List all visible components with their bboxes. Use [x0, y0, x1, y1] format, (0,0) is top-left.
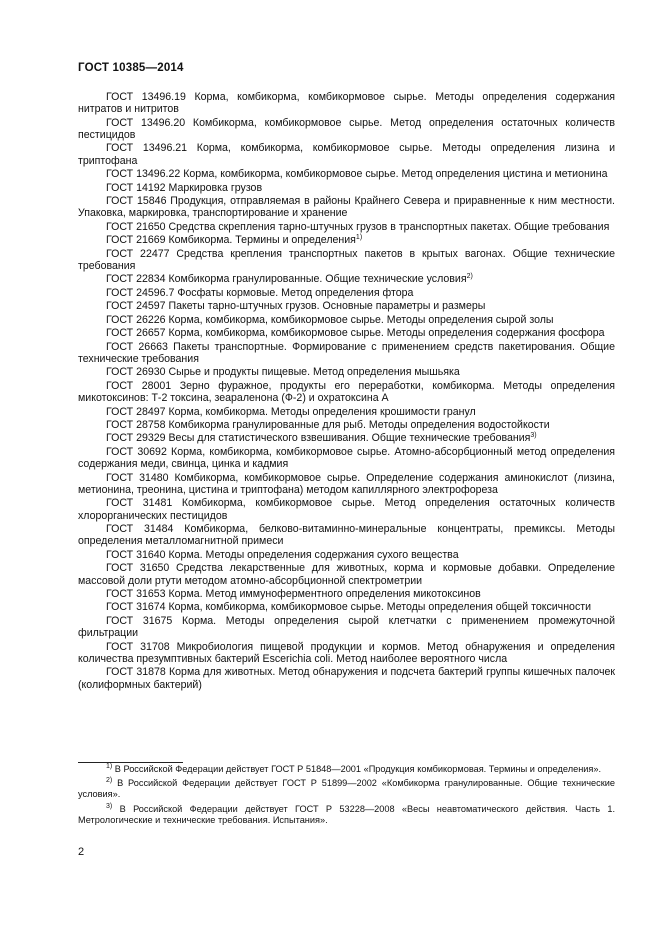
footnote-number: 1) [106, 763, 113, 770]
reference-item: ГОСТ 22477 Средства крепления транспортных пакетов в крытых вагонах. Общие технические требования [78, 247, 615, 272]
footnote-divider [78, 762, 183, 763]
footnote-mark[interactable]: 2) [466, 273, 473, 281]
reference-item: ГОСТ 14192 Маркировка грузов [106, 181, 263, 194]
reference-item: ГОСТ 13496.20 Комбикорма, комбикормовое сырье. Метод определения остаточных количеств пестицидов [78, 116, 615, 142]
reference-item: ГОСТ 31481 Комбикорма, комбикормовое сырье. Метод определения остаточных количеств хлорорганических пестицидов [78, 497, 615, 522]
reference-item: ГОСТ 21650 Средства скрепления тарно-штучных грузов в транспортных пакетах. Общие требования [106, 220, 610, 233]
reference-item: ГОСТ 13496.21 Корма, комбикорма, комбикормовое сырье. Методы определения лизина и триптофана [78, 142, 615, 167]
reference-item: ГОСТ 26657 Корма, комбикорма, комбикормовое сырье. Методы определения содержания фосфора [106, 327, 605, 340]
reference-item [78, 432, 615, 444]
reference-item: ГОСТ 31708 Микробиология пищевой продукции и кормов. Метод обнаружения и определения количества презумптивных бактерий Escerichia coli. Метод наиболее вероятного числа [78, 640, 615, 665]
reference-item: ГОСТ 26663 Пакеты транспортные. Формирование с применением средств пакетирования. Общие технические требования [78, 340, 615, 365]
reference-item: ГОСТ 31878 Корма для животных. Метод обнаружения и подсчета бактерий группы кишечных палочек (колиформных бактерий) [78, 666, 615, 691]
reference-item: ГОСТ 15846 Продукция, отправляемая в районы Крайнего Севера и приравненные к ним местности. Упаковка, маркировка, транспортирование и хранение [78, 195, 615, 220]
reference-item: ГОСТ 31674 Корма, комбикорма, комбикормовое сырье. Методы определения общей токсичности [106, 601, 592, 614]
reference-item: ГОСТ 13496.22 Корма, комбикорма, комбикормовое сырье. Метод определения цистина и метионина [106, 168, 608, 181]
reference-item: ГОСТ 31480 Комбикорма, комбикормовое сырье. Определение содержания аминокислот (лизина, метионина, треонина, цистина и триптофана) методом капиллярного электрофореза [78, 471, 615, 496]
page-number: 2 [78, 846, 85, 858]
reference-item: ГОСТ 31484 Комбикорма, белково-витаминно-минеральные концентраты, премиксы. Методы определения металломагнитной примеси [78, 523, 615, 548]
footnote-number: 3) [106, 802, 113, 810]
reference-item [78, 273, 615, 285]
reference-item: ГОСТ 31640 Корма. Методы определения содержания сухого вещества [106, 548, 459, 561]
reference-item: ГОСТ 31650 Средства лекарственные для животных, корма и кормовые добавки. Определение массовой доли ртути методом атомно-абсорбционной спектрометрии [78, 562, 615, 587]
footnote-text: В Российской Федерации действует ГОСТ Р 51848—2001 «Продукция комбикормовая. Термины и определения». [114, 764, 602, 774]
footnote-text: В Российской Федерации действует ГОСТ Р 53228—2008 «Весы неавтоматического действия. Часть 1. Метрологические и технические требования. Испытания». [78, 803, 615, 825]
footnote-number: 2) [106, 777, 113, 785]
reference-item: ГОСТ 28001 Зерно фуражное, продукты его переработки, комбикорма. Методы определения микотоксинов: Т-2 токсина, зеараленона (Ф-2) и охратоксина А [78, 379, 615, 405]
footnote [78, 778, 615, 800]
footnote-mark[interactable]: 3) [530, 432, 537, 440]
reference-item: ГОСТ 26930 Сырье и продукты пищевые. Метод определения мышьяка [106, 366, 460, 379]
footnotes [78, 764, 615, 829]
reference-item: ГОСТ 13496.19 Корма, комбикорма, комбикормовое сырье. Методы определения содержания нитратов и нитритов [78, 91, 615, 116]
footnote [78, 764, 615, 775]
reference-text: ГОСТ 29329 Весы для статистического взвешивания. Общие технические требования [106, 432, 531, 445]
reference-text: ГОСТ 21669 Комбикорма. Термины и определения [106, 234, 356, 247]
reference-item: ГОСТ 30692 Корма, комбикорма, комбикормовое сырье. Атомно-абсорбционный метод определения содержания меди, свинца, цинка и кадмия [78, 445, 615, 471]
reference-item: ГОСТ 31675 Корма. Методы определения сырой клетчатки с применением промежуточной фильтрации [78, 614, 615, 640]
reference-item: ГОСТ 24597 Пакеты тарно-штучных грузов. Основные параметры и размеры [106, 300, 486, 313]
document-header: ГОСТ 10385—2014 [78, 62, 184, 74]
footnote-text: В Российской Федерации действует ГОСТ Р 51899—2002 «Комбикорма гранулированные. Общие технические условия». [78, 778, 615, 800]
reference-item: ГОСТ 31653 Корма. Метод иммуноферментного определения микотоксинов [106, 587, 481, 600]
footnote-mark[interactable]: 1) [355, 234, 363, 242]
reference-text: ГОСТ 22834 Комбикорма гранулированные. Общие технические условия [106, 273, 467, 286]
reference-item: ГОСТ 24596.7 Фосфаты кормовые. Метод определения фтора [106, 286, 414, 299]
reference-item: ГОСТ 28497 Корма, комбикорма. Методы определения крошимости гранул [106, 405, 476, 418]
reference-item: ГОСТ 26226 Корма, комбикорма, комбикормовое сырье. Методы определения сырой золы [106, 313, 554, 326]
reference-item: ГОСТ 28758 Комбикорма гранулированные для рыб. Методы определения водостойкости [106, 418, 550, 431]
reference-item [78, 234, 615, 246]
footnote [78, 804, 615, 826]
normative-references-list [78, 91, 615, 692]
